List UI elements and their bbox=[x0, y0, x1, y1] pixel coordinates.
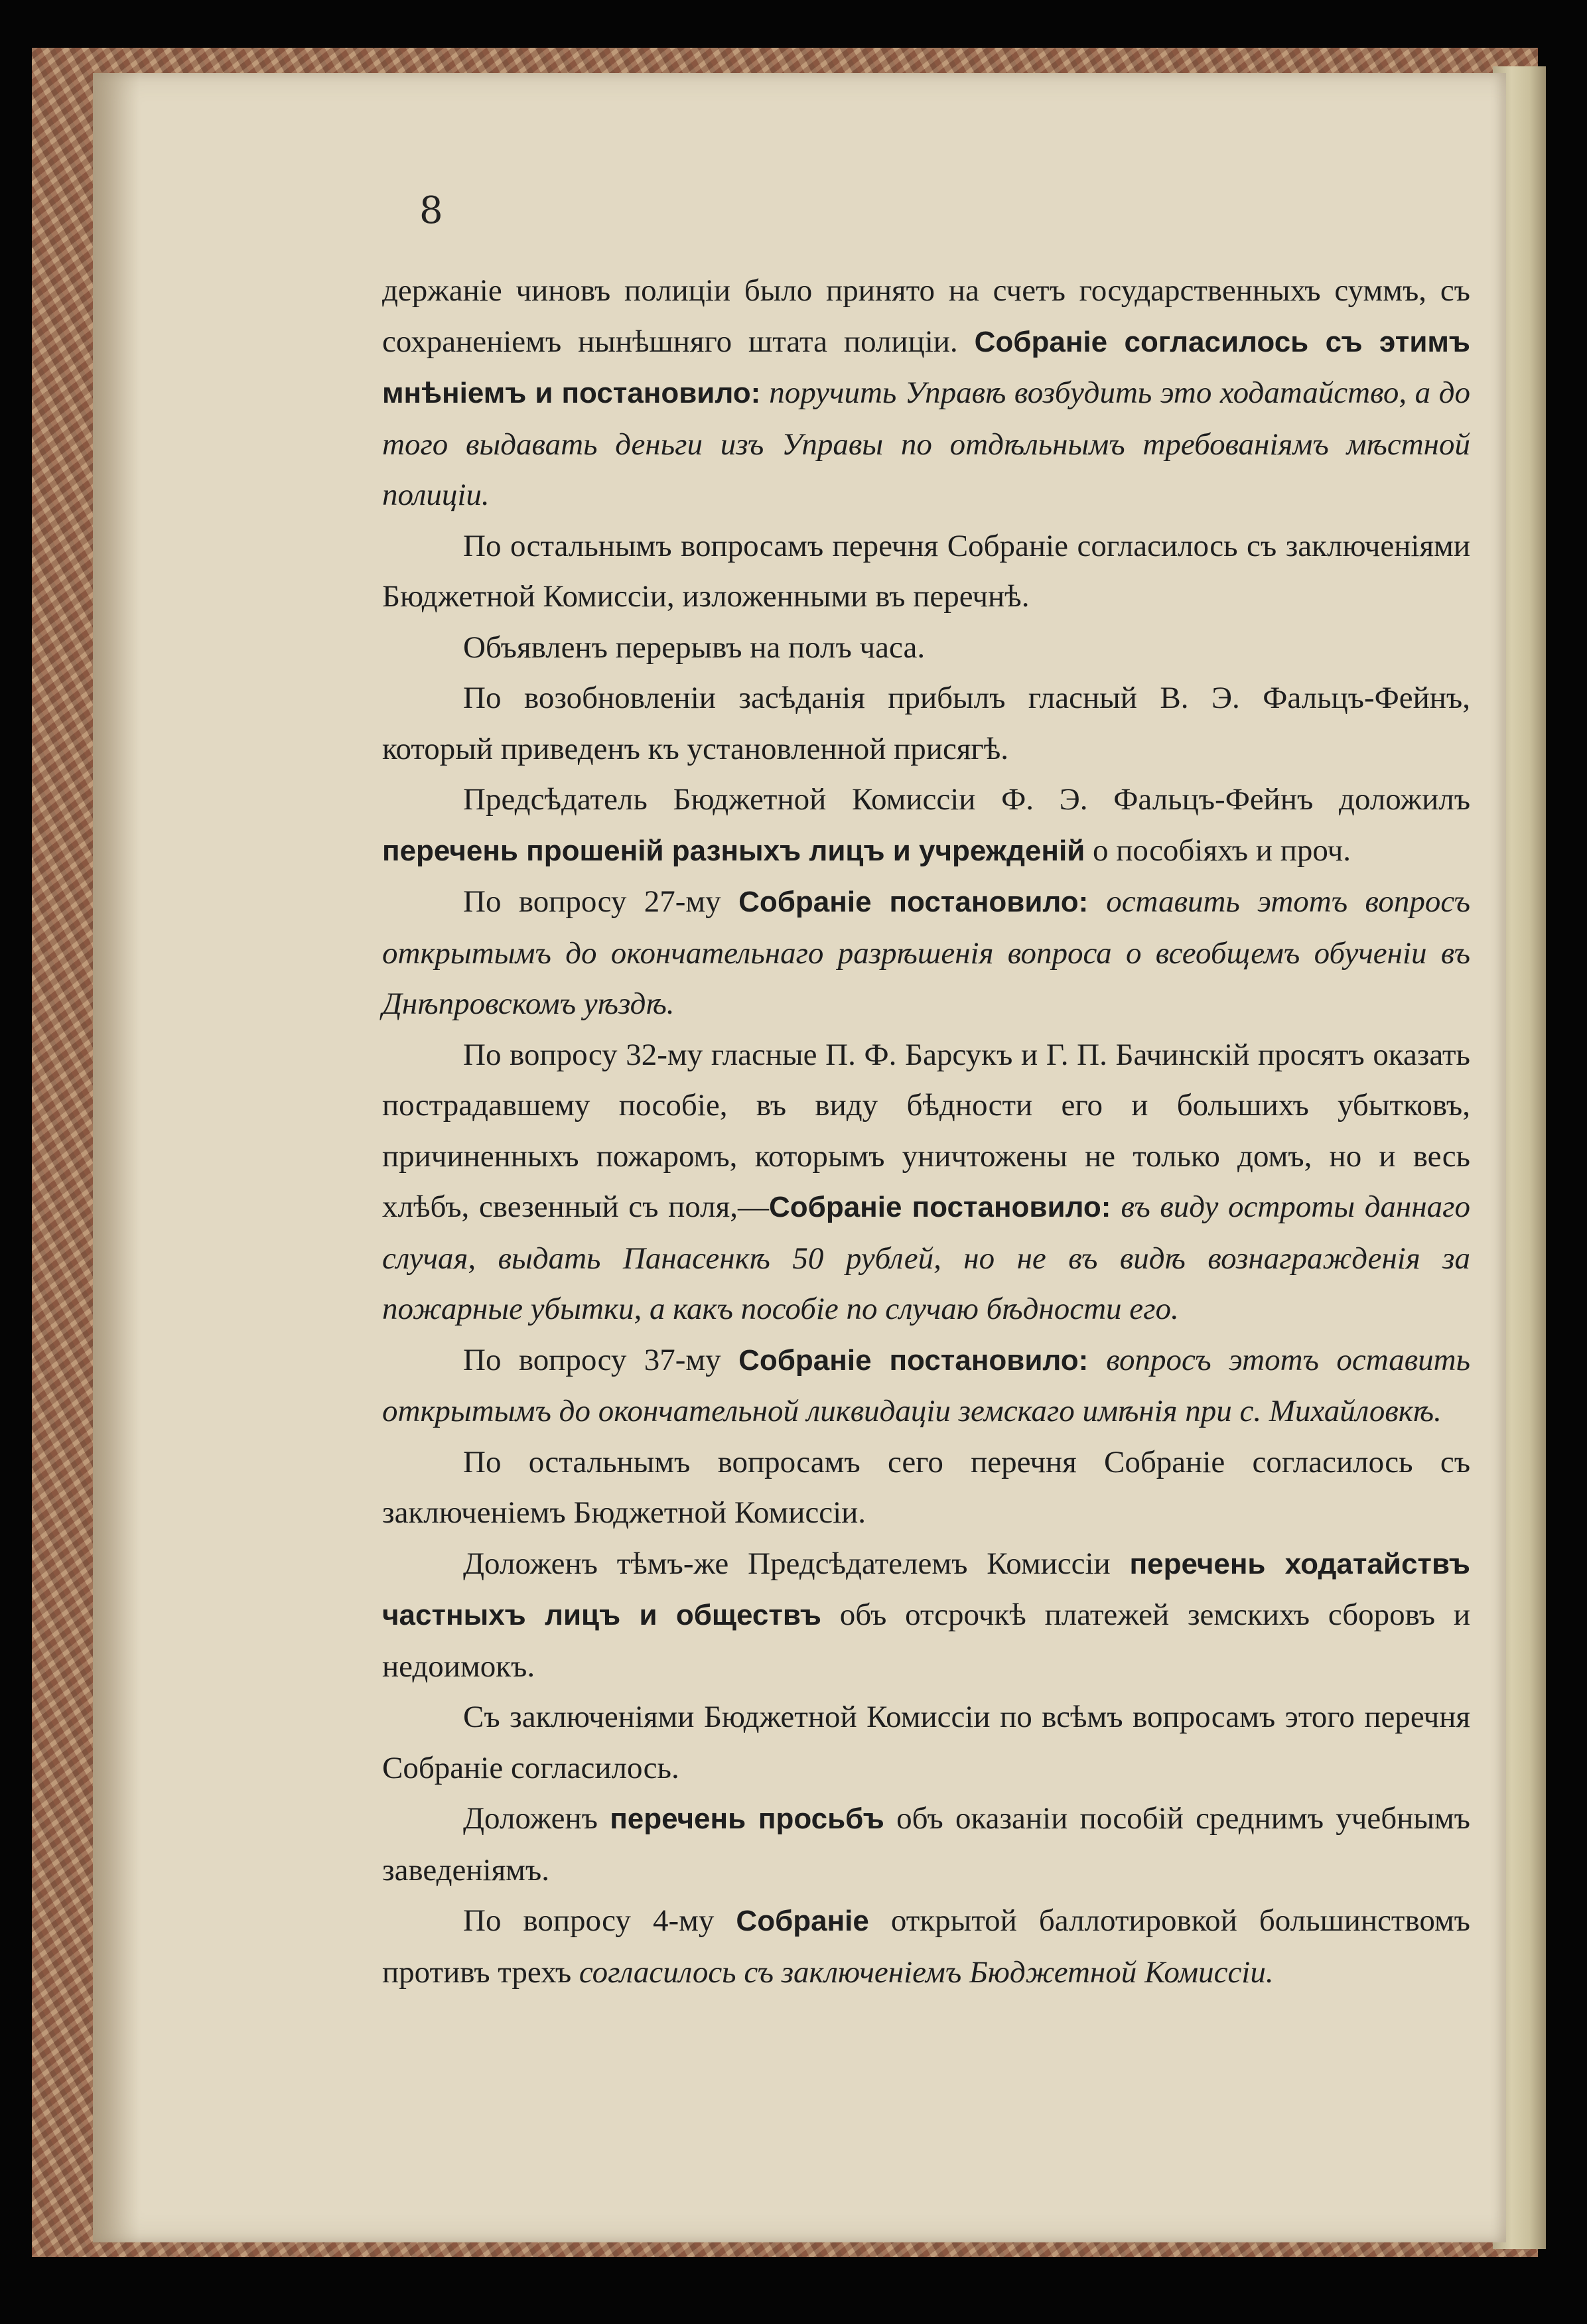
text-run: По вопросу 27-му bbox=[463, 884, 739, 919]
paragraph bbox=[382, 1335, 1470, 1437]
paragraph bbox=[382, 1793, 1470, 1895]
text-run: держаніе чиновъ полиціи было принято на счетъ государственныхъ суммъ, съ сохраненіемъ нынѣшняго штата полиціи. bbox=[382, 273, 1470, 359]
bold-text-run: перечень ходатайствъ частныхъ лицъ и обществъ bbox=[382, 1547, 1470, 1631]
bold-text-run: Собраніе постановило: bbox=[738, 886, 1107, 918]
text-run: Доложенъ bbox=[463, 1801, 610, 1836]
text-run: По вопросу 32-му гласные П. Ф. Барсукъ и Г. П. Бачинскій просятъ оказать пострадавшему пособіе, въ виду бѣдности его и большихъ убытковъ, причиненныхъ пожаромъ, которымъ уничтожены не только домъ, но и весь хлѣбъ, свезенный съ поля,— bbox=[382, 1037, 1470, 1224]
text-run: По вопросу 4-му bbox=[463, 1903, 736, 1938]
paragraph bbox=[382, 774, 1470, 876]
paragraph bbox=[382, 1895, 1470, 1998]
text-run: По остальнымъ вопросамъ перечня Собраніе согласилось съ заключеніями Бюджетной Комиссіи, изложенными въ перечнѣ. bbox=[382, 528, 1470, 614]
paragraph bbox=[382, 1030, 1470, 1335]
text-run: о пособіяхъ и проч. bbox=[1085, 833, 1351, 868]
bold-text-run: Собраніе постановило: bbox=[768, 1191, 1121, 1223]
text-run: Съ заключеніями Бюджетной Комиссіи по всѣмъ вопросамъ этого перечня Собраніе согласилось. bbox=[382, 1700, 1470, 1785]
text-run: По возобновленіи засѣданія прибылъ гласный В. Э. Фальцъ-Фейнъ, который приведенъ къ установленной присягѣ. bbox=[382, 681, 1470, 766]
page-body-text bbox=[382, 265, 1470, 1998]
bold-text-run: Собраніе bbox=[736, 1905, 869, 1937]
italic-text-run: въ виду остроты даннаго случая, выдать Панасенкѣ 50 рублей, но не въ видѣ вознагражденія за пожарные убытки, а какъ пособіе по случаю бѣдности его. bbox=[382, 1190, 1470, 1326]
italic-text-run: согласилось съ заключеніемъ Бюджетной Комиссіи. bbox=[579, 1954, 1274, 1990]
bold-text-run: Собраніе постановило: bbox=[738, 1343, 1107, 1377]
page-number: 8 bbox=[419, 189, 443, 232]
paragraph bbox=[382, 622, 1470, 673]
text-run: открытой баллотировкой большинствомъ противъ трехъ bbox=[382, 1903, 1470, 1990]
bold-text-run: перечень просьбъ bbox=[610, 1803, 884, 1835]
bold-text-run: Собраніе согласилось съ этимъ мнѣніемъ и постановило: bbox=[382, 325, 1470, 409]
text-run: По остальнымъ вопросамъ сего перечня Собраніе согласилось съ заключеніемъ Бюджетной Комиссіи. bbox=[382, 1444, 1470, 1530]
paragraph bbox=[382, 1692, 1470, 1793]
text-run: объ отсрочкѣ платежей земскихъ сборовъ и недоимокъ. bbox=[382, 1598, 1470, 1684]
paragraph bbox=[382, 673, 1470, 774]
paragraph bbox=[382, 876, 1470, 1030]
italic-text-run: вопросъ этотъ оставить открытымъ до окончательной ликвидаціи земскаго имѣнія при с. Михайловкѣ. bbox=[382, 1342, 1470, 1428]
text-run: Объявленъ перерывъ на полъ часа. bbox=[463, 630, 926, 665]
text-run: По вопросу 37-му bbox=[463, 1342, 739, 1377]
paragraph bbox=[382, 1437, 1470, 1538]
page-gutter-shadow bbox=[93, 73, 139, 2242]
paragraph bbox=[382, 521, 1470, 622]
paragraph bbox=[382, 265, 1470, 521]
text-run: Предсѣдатель Бюджетной Комиссіи Ф. Э. Фальцъ-Фейнъ доложилъ bbox=[463, 782, 1470, 817]
paragraph bbox=[382, 1538, 1470, 1692]
bold-text-run: перечень прошеній разныхъ лицъ и учрежденій bbox=[382, 834, 1085, 867]
text-run: Доложенъ тѣмъ-же Предсѣдателемъ Комиссіи bbox=[463, 1546, 1130, 1581]
italic-text-run: поручить Управѣ возбудить это ходатайство, а до того выдавать деньги изъ Управы по отдѣльнымъ требованіямъ мѣстной полиціи. bbox=[382, 376, 1470, 512]
text-run: объ оказаніи пособій среднимъ учебнымъ заведеніямъ. bbox=[382, 1801, 1470, 1887]
italic-text-run: оставить этотъ вопросъ открытымъ до окончательнаго разрѣшенія вопроса о всеобщемъ обученіи въ Днѣпровскомъ уѣздѣ. bbox=[382, 884, 1470, 1021]
